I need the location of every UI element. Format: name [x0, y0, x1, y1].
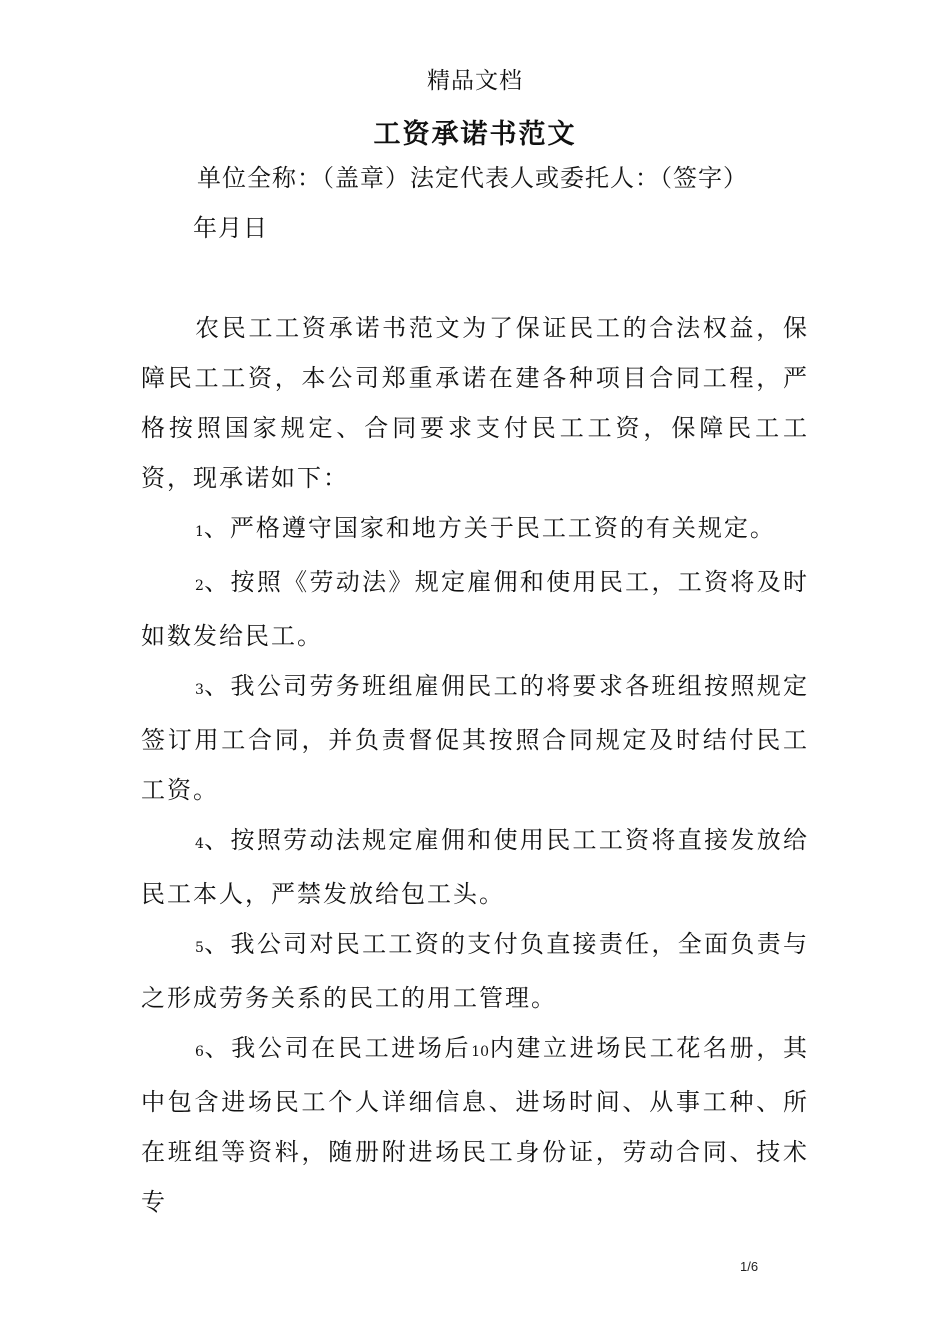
- header-label: 精品文档: [427, 68, 523, 94]
- list-item: [141, 661, 809, 815]
- item-number: 3: [195, 682, 204, 698]
- item-number: 1: [195, 524, 204, 540]
- signature-line: 单位全称：（盖章）法定代表人或委托人：（签字）: [197, 164, 748, 192]
- intro-paragraph: 农民工工资承诺书范文为了保证民工的合法权益，保障民工工资，本公司郑重承诺在建各种项目合同工程，严格按照国家规定、合同要求支付民工工资，保障民工工资，现承诺如下：: [141, 314, 809, 492]
- item-text: 、按照劳动法规定雇佣和使用民工工资将直接发放给民工本人，严禁发放给包工头。: [141, 826, 809, 908]
- document-body: [141, 303, 809, 1227]
- list-item: [141, 919, 809, 1023]
- item-number: 5: [195, 940, 204, 956]
- item-number: 2: [195, 578, 204, 594]
- list-item: [141, 815, 809, 919]
- item-text: 、我公司在民工进场后: [203, 1034, 472, 1062]
- item-text: 内建立进场民工花名册，其中包含进场民工个人详细信息、进场时间、从事工种、所在班组等资料，随册附进场民工身份证，劳动合同、技术专: [141, 1034, 810, 1216]
- list-item: [141, 557, 809, 661]
- item-number: 4: [195, 836, 204, 852]
- days-value: 10: [471, 1044, 490, 1060]
- item-number: 6: [195, 1044, 204, 1060]
- item-text: 、按照《劳动法》规定雇佣和使用民工，工资将及时如数发给民工。: [141, 568, 809, 650]
- page-number: 1/6: [740, 1259, 759, 1274]
- item-text: 、我公司劳务班组雇佣民工的将要求各班组按照规定签订用工合同，并负责督促其按照合同规定及时结付民工工资。: [141, 672, 809, 804]
- list-item: [141, 1023, 809, 1227]
- list-item: [141, 503, 809, 557]
- document-title: 工资承诺书范文: [373, 119, 577, 150]
- date-line: 年月日: [193, 214, 268, 242]
- item-text: 、我公司对民工工资的支付负直接责任，全面负责与之形成劳务关系的民工的用工管理。: [141, 930, 809, 1012]
- item-text: 、严格遵守国家和地方关于民工工资的有关规定。: [203, 514, 776, 542]
